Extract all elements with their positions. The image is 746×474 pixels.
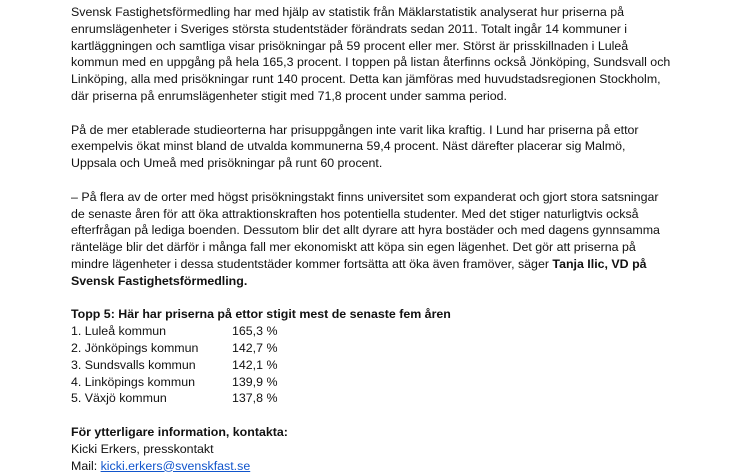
municipality-name: 3. Sundsvalls kommun — [71, 357, 196, 372]
list-item — [71, 374, 671, 391]
price-increase: 139,9 % — [232, 374, 278, 389]
municipality-name: 2. Jönköpings kommun — [71, 340, 199, 355]
paragraph-study-towns: På de mer etablerade studieorterna har prisuppgången inte varit lika kraftig. I Lund har priserna på ettor exempelvis ökat minst bland de utvalda kommunerna 59,4 procent. Näst därefter placerar sig Malmö, Uppsala och Umeå med prisökningar på runt 60 procent. — [71, 122, 639, 171]
municipality-name: 5. Växjö kommun — [71, 391, 167, 406]
municipality-name: 4. Linköpings kommun — [71, 374, 195, 389]
paragraph-quote — [71, 189, 671, 290]
price-increase: 137,8 % — [232, 391, 278, 406]
municipality-name: 1. Luleå kommun — [71, 324, 167, 339]
press-release-body — [71, 0, 671, 474]
contact-mail — [71, 458, 671, 474]
list-item — [71, 340, 671, 357]
contact-heading: För ytterligare information, kontakta: — [71, 424, 288, 439]
list-item — [71, 357, 671, 374]
list-item — [71, 390, 671, 407]
price-increase: 142,7 % — [232, 340, 278, 355]
quote-text: – På flera av de orter med högst prisökningstakt finns universitet som expanderat och gjort stora satsningar de senaste åren för att öka attraktionskraften hos potentiella studenter. Med det stiger naturligtvis också efterfrågan på lediga boenden. Dessutom blir det allt dyrare att hyra bostäder och med dagens gynnsamma ränteläge blir det därför i många fall mer ekonomiskt att köpa sin egen lägenhet. Det gör att priserna på mindre lägenheter i dessa studentstäder kommer fortsätta att öka även framöver, säger — [71, 189, 660, 271]
list-item — [71, 323, 671, 340]
quote-attribution: Tanja Ilic, VD på Svensk Fastighetsförmedling. — [71, 256, 647, 288]
top5-heading: Topp 5: Här har priserna på ettor stigit mest de senaste fem åren — [71, 307, 451, 322]
price-increase: 165,3 % — [232, 324, 278, 339]
mail-label: Mail: — [71, 458, 101, 473]
top5-list — [71, 323, 671, 407]
paragraph-intro: Svensk Fastighetsförmedling har med hjälp av statistik från Mäklarstatistik analyserat hur priserna på enrumslägenheter i Sveriges största studentstäder förändrats sedan 2011. Totalt ingår 14 kommuner i kartläggningen och samtliga visar prisökningar på 59 procent eller mer. Störst är prisskillnaden i Luleå kommun med en uppgång på hela 165,3 procent. I toppen på listan återfinns också Jönköping, Sundsvall och Linköping, alla med prisökningar runt 140 procent. Detta kan jämföras med huvudstadsregionen Stockholm, där priserna på enrumslägenheter stigit med 71,8 procent under samma period. — [71, 5, 671, 103]
mail-link[interactable]: kicki.erkers@svenskfast.se — [100, 458, 251, 473]
contact-person: Kicki Erkers, presskontakt — [71, 441, 214, 456]
price-increase: 142,1 % — [232, 357, 278, 372]
